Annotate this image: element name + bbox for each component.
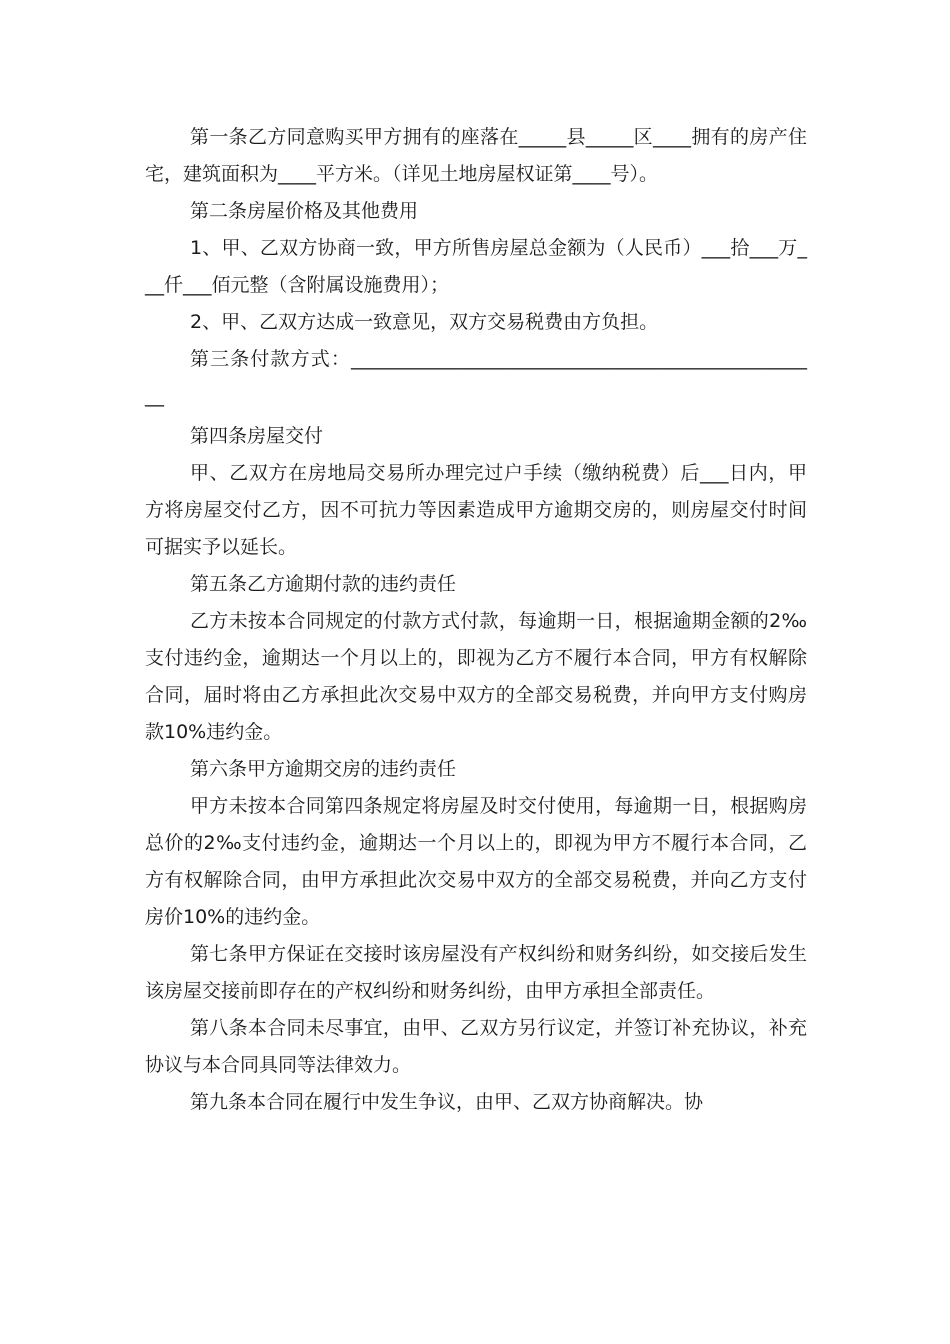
document-page [145, 119, 807, 1121]
article-3-paragraph: 第三条付款方式：__________________________________________________ [145, 348, 807, 407]
article-5-paragraph: 乙方未按本合同规定的付款方式付款，每逾期一日，根据逾期金额的2‰支付违约金，逾期达一个月以上的，即视为乙方不履行本合同，甲方有权解除合同，届时将由乙方承担此次交易中双方的全部交易税费，并向甲方支付购房款10%违约金。 [145, 610, 807, 743]
article-4-heading: 第四条房屋交付 [190, 425, 324, 447]
article-2-heading: 第二条房屋价格及其他费用 [190, 200, 419, 222]
article-9-paragraph: 第九条本合同在履行中发生争议，由甲、乙双方协商解决。协 [190, 1091, 704, 1113]
article-2-item-1: 1、甲、乙双方协商一致，甲方所售房屋总金额为（人民币）___拾___万___仟___佰元整（含附属设施费用）； [145, 237, 807, 296]
article-1-paragraph: 第一条乙方同意购买甲方拥有的座落在_____县_____区____拥有的房产住宅，建筑面积为____平方米。（详见土地房屋权证第____号）。 [145, 126, 807, 185]
article-6-heading: 第六条甲方逾期交房的违约责任 [190, 758, 457, 780]
article-4-paragraph: 甲、乙双方在房地局交易所办理完过户手续（缴纳税费）后___日内，甲方将房屋交付乙方，因不可抗力等因素造成甲方逾期交房的，则房屋交付时间可据实予以延长。 [145, 462, 807, 558]
article-7-paragraph: 第七条甲方保证在交接时该房屋没有产权纠纷和财务纠纷，如交接后发生该房屋交接前即存在的产权纠纷和财务纠纷，由甲方承担全部责任。 [145, 943, 807, 1002]
article-5-heading: 第五条乙方逾期付款的违约责任 [190, 573, 457, 595]
article-6-paragraph: 甲方未按本合同第四条规定将房屋及时交付使用，每逾期一日，根据购房总价的2‰支付违约金，逾期达一个月以上的，即视为甲方不履行本合同，乙方有权解除合同，由甲方承担此次交易中双方的全部交易税费，并向乙方支付房价10%的违约金。 [145, 795, 807, 928]
article-8-paragraph: 第八条本合同未尽事宜，由甲、乙双方另行议定，并签订补充协议，补充协议与本合同具同等法律效力。 [145, 1017, 807, 1076]
article-2-item-2: 2、甲、乙双方达成一致意见，双方交易税费由方负担。 [190, 311, 659, 333]
